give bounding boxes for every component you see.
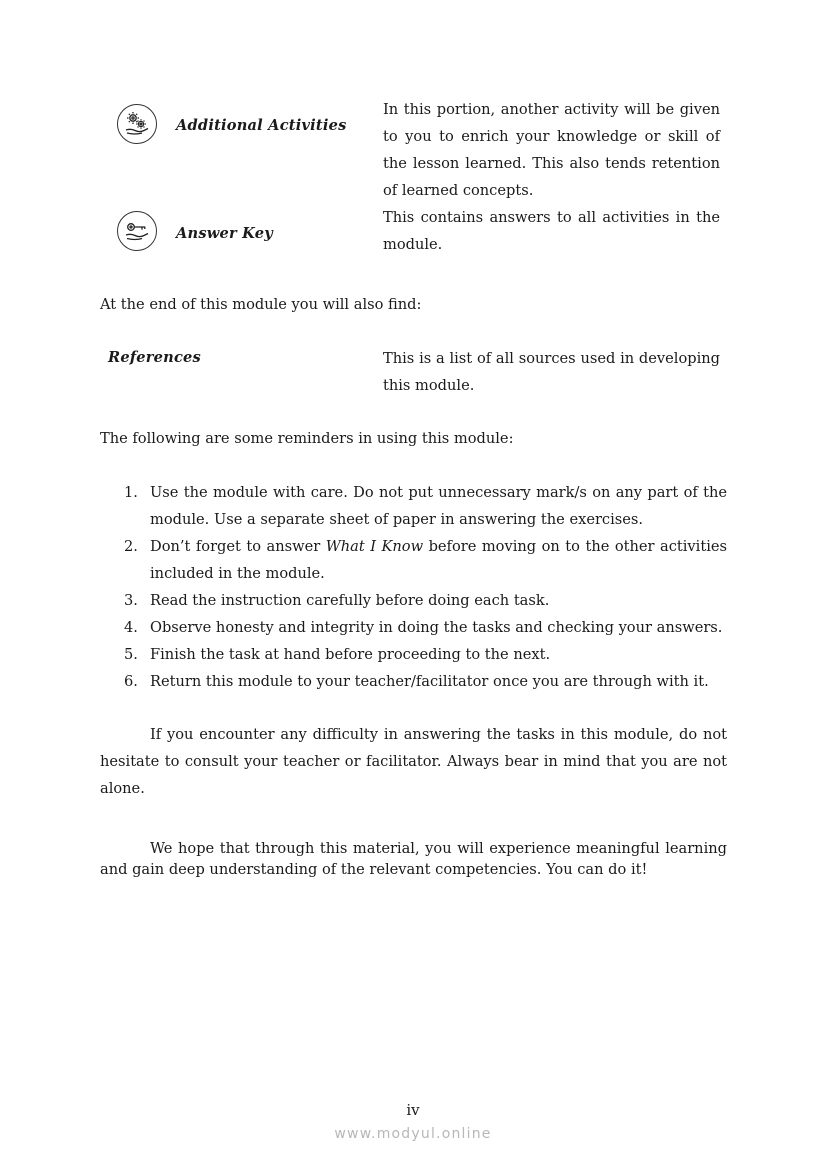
list-item-text-after: before moving on to the other activities included in the module. <box>150 538 727 582</box>
list-item <box>100 614 727 641</box>
list-item-text: Return this module to your teacher/facilitator once you are through with it. <box>150 673 709 690</box>
page-number: iv <box>406 1101 420 1119</box>
key-hand-icon <box>117 211 157 251</box>
list-item <box>100 533 727 587</box>
list-item-text: Read the instruction carefully before doing each task. <box>150 592 550 609</box>
list-item-text: Finish the task at hand before proceeding to the next. <box>150 646 551 663</box>
list-item-number: 3. <box>124 592 138 609</box>
list-item-text <box>150 538 727 582</box>
list-item-number: 1. <box>124 484 138 501</box>
list-item-number: 2. <box>124 538 138 555</box>
reminders-list-container <box>100 479 727 695</box>
answer-key-label: Answer Key <box>176 225 273 242</box>
additional-activities-description: In this portion, another activity will be given to you to enrich your knowledge or skill of the lesson learned. This also tends retention of learned concepts. <box>383 101 720 199</box>
what-i-know-emphasis: What I Know <box>325 538 424 555</box>
additional-activities-label: Additional Activities <box>176 117 347 134</box>
reminders-intro-text: The following are some reminders in using this module: <box>100 430 514 447</box>
list-item <box>100 587 727 614</box>
watermark-text: www.modyul.online <box>334 1126 492 1142</box>
answer-key-description: This contains answers to all activities in the module. <box>383 209 720 253</box>
gears-hand-icon <box>117 104 157 144</box>
end-intro-text: At the end of this module you will also find: <box>100 296 422 313</box>
closing-paragraph: We hope that through this material, you will experience meaningful learning and gain deep understanding of the relevant competencies. You can do it! <box>100 840 727 878</box>
reminders-list <box>100 479 727 695</box>
difficulty-paragraph: If you encounter any difficulty in answering the tasks in this module, do not hesitate to consult your teacher or facilitator. Always bear in mind that you are not alone. <box>100 726 727 797</box>
list-item-text: Use the module with care. Do not put unnecessary mark/s on any part of the module. Use a separate sheet of paper in answering the exercises. <box>150 484 727 528</box>
list-item <box>100 668 727 695</box>
list-item-number: 4. <box>124 619 138 636</box>
list-item-number: 5. <box>124 646 138 663</box>
list-item-text-before: Don’t forget to answer <box>150 538 326 555</box>
list-item-text: Observe honesty and integrity in doing the tasks and checking your answers. <box>150 619 723 636</box>
list-item <box>100 641 727 668</box>
references-label: References <box>108 349 201 366</box>
references-description: This is a list of all sources used in developing this module. <box>383 350 720 394</box>
list-item <box>100 479 727 533</box>
list-item-number: 6. <box>124 673 138 690</box>
